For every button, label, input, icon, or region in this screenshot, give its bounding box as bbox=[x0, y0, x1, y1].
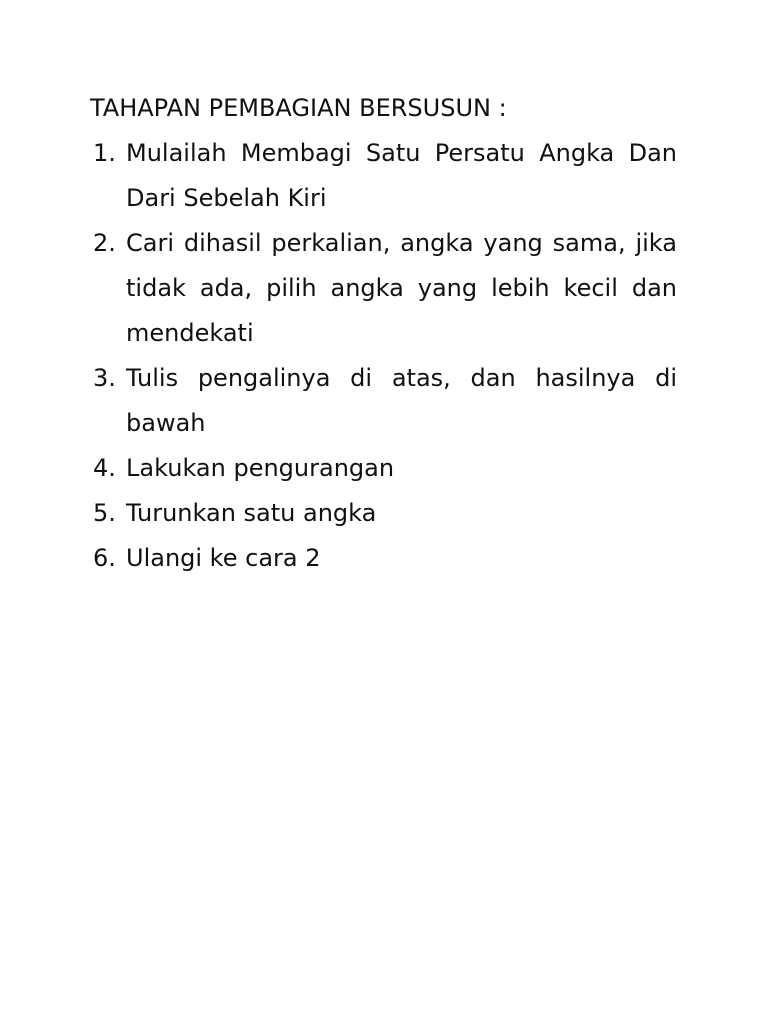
list-item bbox=[90, 356, 677, 446]
list-item bbox=[90, 491, 677, 536]
step-text: Cari dihasil perkalian, angka yang sama, jika tidak ada, pilih angka yang lebih kecil dan mendekati bbox=[126, 229, 677, 347]
steps-list bbox=[90, 131, 677, 581]
list-item bbox=[90, 131, 677, 221]
step-text: Ulangi ke cara 2 bbox=[126, 544, 321, 572]
step-text: Turunkan satu angka bbox=[126, 499, 377, 527]
document-heading: TAHAPAN PEMBAGIAN BERSUSUN : bbox=[90, 94, 507, 122]
step-text: Tulis pengalinya di atas, dan hasilnya di bawah bbox=[126, 364, 677, 437]
step-number: 5. bbox=[93, 499, 116, 527]
step-text: Mulailah Membagi Satu Persatu Angka Dan Dari Sebelah Kiri bbox=[126, 139, 677, 212]
step-number: 1. bbox=[93, 139, 116, 167]
document-content bbox=[90, 86, 677, 581]
step-number: 6. bbox=[93, 544, 116, 572]
step-text: Lakukan pengurangan bbox=[126, 454, 395, 482]
list-item bbox=[90, 536, 677, 581]
list-item bbox=[90, 221, 677, 356]
list-item bbox=[90, 446, 677, 491]
step-number: 2. bbox=[93, 229, 116, 257]
step-number: 3. bbox=[93, 364, 116, 392]
step-number: 4. bbox=[93, 454, 116, 482]
